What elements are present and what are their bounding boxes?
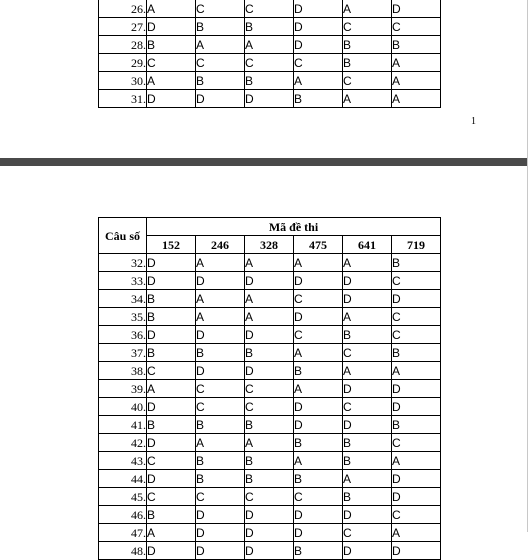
answer-cell: C: [196, 380, 245, 398]
table-row: [99, 272, 441, 290]
answer-cell: D: [294, 308, 343, 326]
table-row: [99, 542, 441, 560]
answer-cell: B: [196, 452, 245, 470]
exam-code-row: [99, 236, 441, 254]
table-row: [99, 72, 441, 90]
table-row: [99, 506, 441, 524]
question-number: 37.: [99, 344, 147, 362]
question-number: 43.: [99, 452, 147, 470]
answer-cell: C: [392, 506, 441, 524]
answer-cell: D: [343, 542, 392, 560]
answer-cell: C: [343, 398, 392, 416]
answer-cell: A: [392, 524, 441, 542]
answer-cell: A: [245, 308, 294, 326]
answer-cell: D: [343, 416, 392, 434]
answer-cell: C: [294, 326, 343, 344]
answer-cell: C: [196, 488, 245, 506]
answer-cell: C: [343, 344, 392, 362]
answer-cell: C: [147, 488, 196, 506]
question-number: 31.: [99, 90, 147, 108]
answer-cell: B: [245, 452, 294, 470]
answer-cell: D: [196, 90, 245, 108]
answer-cell: D: [147, 398, 196, 416]
table-row: [99, 488, 441, 506]
question-number: 47.: [99, 524, 147, 542]
answer-cell: D: [294, 18, 343, 36]
answer-cell: A: [245, 36, 294, 54]
answer-cell: A: [294, 380, 343, 398]
answer-cell: A: [343, 362, 392, 380]
table-row: [99, 524, 441, 542]
answer-cell: C: [392, 272, 441, 290]
answer-cell: A: [392, 90, 441, 108]
table-row: [99, 308, 441, 326]
answer-cell: D: [147, 326, 196, 344]
answer-cell: D: [343, 272, 392, 290]
answer-cell: C: [245, 380, 294, 398]
exam-code: 719: [392, 236, 441, 254]
answer-cell: A: [147, 72, 196, 90]
answer-cell: B: [196, 18, 245, 36]
answer-cell: A: [392, 72, 441, 90]
answer-table-page-1: [98, 0, 441, 108]
answer-cell: C: [294, 54, 343, 72]
question-number: 39.: [99, 380, 147, 398]
answer-cell: D: [196, 362, 245, 380]
question-number: 35.: [99, 308, 147, 326]
answer-cell: B: [392, 416, 441, 434]
exam-code: 246: [196, 236, 245, 254]
answer-cell: D: [343, 380, 392, 398]
answer-cell: B: [245, 18, 294, 36]
answer-cell: A: [294, 452, 343, 470]
answer-cell: B: [196, 470, 245, 488]
answer-cell: D: [392, 0, 441, 18]
table-row: [99, 380, 441, 398]
answer-cell: A: [245, 290, 294, 308]
answer-cell: D: [147, 272, 196, 290]
answer-cell: B: [147, 416, 196, 434]
answer-cell: D: [147, 470, 196, 488]
answer-cell: A: [147, 524, 196, 542]
question-number: 30.: [99, 72, 147, 90]
answer-cell: C: [343, 524, 392, 542]
answer-cell: B: [392, 254, 441, 272]
answer-cell: C: [245, 488, 294, 506]
question-number: 29.: [99, 54, 147, 72]
answer-cell: B: [245, 416, 294, 434]
answer-cell: C: [245, 54, 294, 72]
answer-cell: D: [196, 272, 245, 290]
answer-cell: A: [392, 452, 441, 470]
answer-cell: C: [245, 0, 294, 18]
answer-cell: D: [392, 398, 441, 416]
answer-cell: C: [196, 54, 245, 72]
answer-cell: B: [147, 506, 196, 524]
answer-cell: A: [245, 254, 294, 272]
answer-cell: D: [294, 416, 343, 434]
answer-cell: C: [392, 326, 441, 344]
answer-cell: B: [343, 326, 392, 344]
question-number: 46.: [99, 506, 147, 524]
answer-cell: C: [392, 308, 441, 326]
answer-cell: D: [294, 0, 343, 18]
answer-cell: D: [147, 542, 196, 560]
answer-cell: D: [245, 524, 294, 542]
question-number: 34.: [99, 290, 147, 308]
answer-cell: A: [147, 380, 196, 398]
answer-cell: B: [245, 470, 294, 488]
table-row: [99, 254, 441, 272]
question-number: 45.: [99, 488, 147, 506]
answer-cell: B: [392, 36, 441, 54]
answer-cell: B: [294, 434, 343, 452]
answer-cell: D: [147, 254, 196, 272]
table-row: [99, 452, 441, 470]
answer-cell: C: [294, 290, 343, 308]
answer-cell: A: [196, 290, 245, 308]
answer-cell: D: [245, 542, 294, 560]
exam-code: 152: [147, 236, 196, 254]
table-row: [99, 36, 441, 54]
question-number-header: Câu số: [99, 218, 147, 254]
answer-cell: D: [147, 18, 196, 36]
answer-cell: A: [343, 90, 392, 108]
question-number: 44.: [99, 470, 147, 488]
answer-cell: D: [196, 326, 245, 344]
answer-cell: B: [343, 54, 392, 72]
question-number: 42.: [99, 434, 147, 452]
question-number: 40.: [99, 398, 147, 416]
answer-cell: D: [392, 290, 441, 308]
answer-cell: C: [343, 18, 392, 36]
answer-cell: B: [294, 470, 343, 488]
question-number: 26.: [99, 0, 147, 18]
answer-cell: D: [392, 380, 441, 398]
answer-cell: C: [392, 18, 441, 36]
answer-cell: D: [343, 506, 392, 524]
answer-cell: D: [147, 434, 196, 452]
answer-cell: D: [245, 362, 294, 380]
answer-cell: B: [147, 36, 196, 54]
answer-cell: B: [294, 362, 343, 380]
answer-cell: D: [294, 506, 343, 524]
table-row: [99, 0, 441, 18]
answer-cell: A: [147, 0, 196, 18]
exam-code: 475: [294, 236, 343, 254]
exam-code: 641: [343, 236, 392, 254]
answer-cell: D: [245, 326, 294, 344]
table-row: [99, 398, 441, 416]
answer-cell: B: [343, 36, 392, 54]
answer-cell: B: [392, 344, 441, 362]
answer-cell: D: [245, 506, 294, 524]
answer-cell: D: [245, 90, 294, 108]
answer-cell: B: [147, 290, 196, 308]
table-row: [99, 18, 441, 36]
answer-table-page-2: [98, 217, 441, 560]
exam-code-header: Mã đề thi: [147, 218, 441, 236]
answer-cell: B: [343, 488, 392, 506]
answer-cell: B: [343, 452, 392, 470]
table-header-row: [99, 218, 441, 236]
question-number: 48.: [99, 542, 147, 560]
page-separator: [0, 158, 528, 166]
answer-cell: D: [245, 272, 294, 290]
answer-cell: D: [294, 36, 343, 54]
answer-cell: A: [343, 0, 392, 18]
answer-cell: A: [196, 254, 245, 272]
answer-cell: A: [294, 344, 343, 362]
table-row: [99, 470, 441, 488]
question-number: 41.: [99, 416, 147, 434]
answer-cell: A: [294, 254, 343, 272]
answer-cell: C: [147, 452, 196, 470]
answer-cell: C: [196, 398, 245, 416]
answer-cell: C: [392, 434, 441, 452]
answer-cell: C: [245, 398, 294, 416]
answer-cell: A: [343, 470, 392, 488]
question-number: 36.: [99, 326, 147, 344]
table-row: [99, 344, 441, 362]
answer-cell: A: [392, 362, 441, 380]
answer-cell: A: [196, 308, 245, 326]
answer-cell: C: [343, 72, 392, 90]
answer-cell: D: [294, 272, 343, 290]
table-row: [99, 362, 441, 380]
question-number: 28.: [99, 36, 147, 54]
answer-cell: B: [245, 344, 294, 362]
answer-cell: B: [196, 344, 245, 362]
answer-cell: B: [294, 542, 343, 560]
answer-cell: B: [196, 72, 245, 90]
answer-cell: C: [294, 488, 343, 506]
answer-cell: D: [196, 524, 245, 542]
question-number: 27.: [99, 18, 147, 36]
answer-cell: B: [147, 344, 196, 362]
page-1: [0, 0, 528, 158]
answer-cell: A: [196, 36, 245, 54]
answer-cell: B: [343, 434, 392, 452]
answer-cell: C: [147, 362, 196, 380]
answer-cell: A: [343, 254, 392, 272]
answer-cell: B: [245, 72, 294, 90]
answer-cell: B: [294, 90, 343, 108]
answer-cell: B: [196, 416, 245, 434]
question-number: 32.: [99, 254, 147, 272]
answer-cell: C: [196, 0, 245, 18]
table-row: [99, 90, 441, 108]
question-number: 33.: [99, 272, 147, 290]
page-number: 1: [471, 116, 476, 127]
exam-code: 328: [245, 236, 294, 254]
answer-cell: D: [392, 542, 441, 560]
answer-cell: D: [294, 524, 343, 542]
answer-cell: D: [196, 506, 245, 524]
table-row: [99, 416, 441, 434]
table-row: [99, 290, 441, 308]
answer-cell: D: [196, 542, 245, 560]
question-number: 38.: [99, 362, 147, 380]
table-row: [99, 54, 441, 72]
answer-cell: A: [343, 308, 392, 326]
answer-cell: C: [147, 54, 196, 72]
answer-cell: D: [392, 470, 441, 488]
page-2: [0, 166, 528, 558]
answer-cell: D: [294, 398, 343, 416]
answer-cell: D: [147, 90, 196, 108]
answer-cell: B: [147, 308, 196, 326]
answer-cell: A: [196, 434, 245, 452]
answer-cell: D: [343, 290, 392, 308]
answer-cell: D: [392, 488, 441, 506]
table-row: [99, 434, 441, 452]
table-row: [99, 326, 441, 344]
answer-cell: A: [294, 72, 343, 90]
answer-cell: A: [392, 54, 441, 72]
answer-cell: A: [245, 434, 294, 452]
